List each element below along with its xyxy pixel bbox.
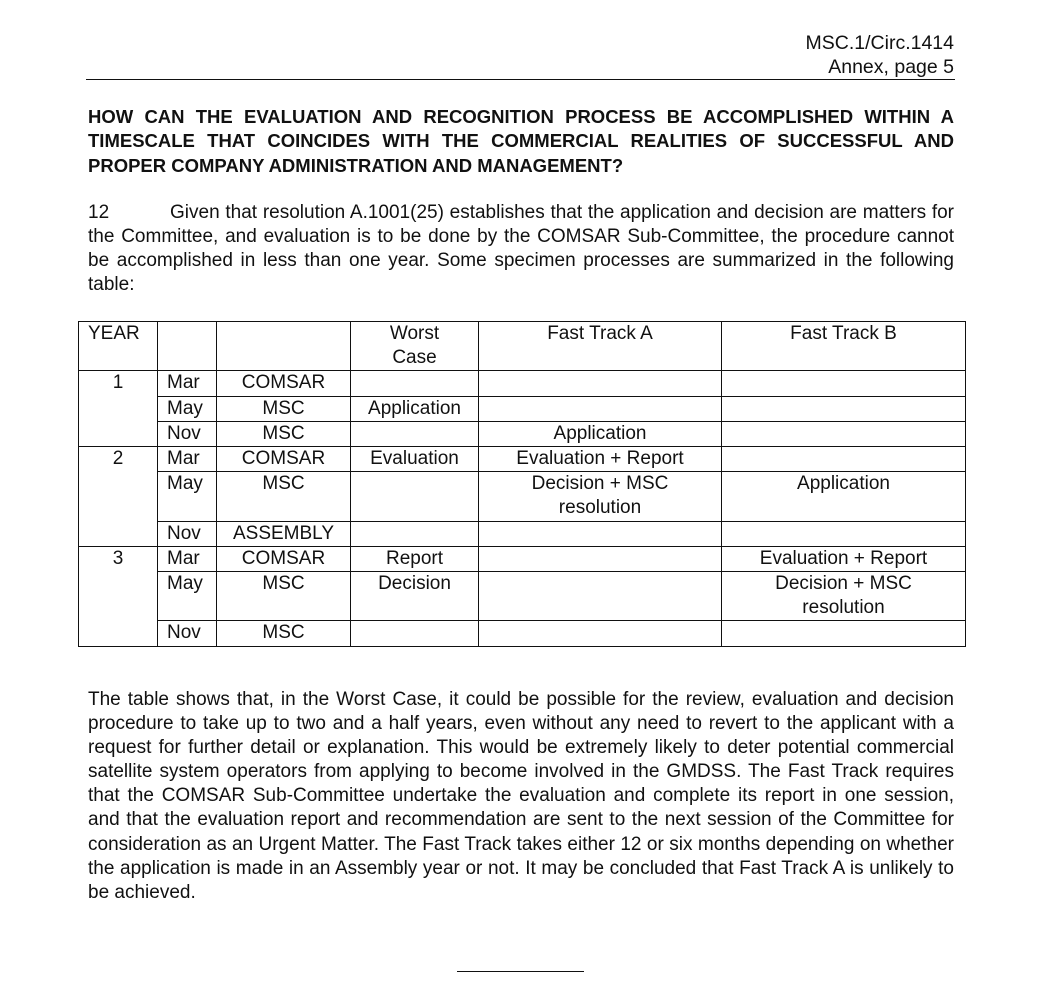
table-row [79, 447, 966, 472]
fast-track-b-cell [722, 371, 966, 396]
worst-case-cell [351, 621, 479, 646]
header-worst-case-line2: Case [392, 347, 437, 369]
year-cell [79, 572, 158, 621]
table-row [79, 621, 966, 646]
fast-track-b-cell [722, 421, 966, 446]
end-of-document-rule [457, 971, 584, 972]
fast-track-a-cell [479, 521, 722, 546]
year-cell [79, 472, 158, 521]
year-cell [79, 621, 158, 646]
body-cell: MSC [217, 572, 351, 621]
month-cell: Nov [158, 421, 217, 446]
worst-case-cell: Report [351, 546, 479, 571]
paragraph-text: Given that resolution A.1001(25) establishes that the application and decision are matters for the Committee, and evaluation is to be done by the COMSAR Sub-Committee, the procedure cannot be accomplished in less than one year. Some specimen processes are summarized in the following table: [88, 202, 954, 296]
worst-case-cell [351, 421, 479, 446]
header-worst-case-line1: Worst [389, 323, 440, 344]
month-cell: Mar [158, 371, 217, 396]
body-cell: COMSAR [217, 447, 351, 472]
fast-track-a-cell: Evaluation + Report [479, 447, 722, 472]
fast-track-a-cell [479, 472, 722, 521]
table-row [79, 572, 966, 621]
document-reference [806, 31, 954, 79]
header-body [217, 322, 351, 371]
header-year: YEAR [79, 322, 158, 371]
worst-case-cell [351, 371, 479, 396]
year-cell [79, 421, 158, 446]
table-header-row [79, 322, 966, 371]
fast-track-b-cell: Application [722, 472, 966, 521]
table-row [79, 371, 966, 396]
fast-track-a-cell [479, 371, 722, 396]
month-cell: May [158, 472, 217, 521]
body-cell: MSC [217, 396, 351, 421]
header-rule [86, 79, 955, 80]
worst-case-cell [351, 521, 479, 546]
year-cell [79, 396, 158, 421]
fast-track-a-cell [479, 546, 722, 571]
closing-paragraph: The table shows that, in the Worst Case, it could be possible for the review, evaluation and decision procedure to take up to two and a half years, even without any need to revert to the applicant with a request for further detail or explanation. This would be extremely likely to deter potential commercial satellite system operators from applying to become involved in the GMDSS. The Fast Track requires that the COMSAR Sub-Committee undertake the evaluation and complete its report in one session, and that the evaluation report and recommendation are sent to the next session of the Committee for consideration as an Urgent Matter. The Fast Track takes either 12 or six months depending on whether the application is made in an Assembly year or not. It may be concluded that Fast Track A is unlikely to be achieved. [88, 689, 954, 903]
month-cell: Mar [158, 447, 217, 472]
table-row [79, 521, 966, 546]
annex-page-number: Annex, page 5 [828, 56, 954, 78]
circular-number: MSC.1/Circ.1414 [805, 32, 954, 54]
year-cell: 1 [79, 371, 158, 396]
header-fast-track-b: Fast Track B [722, 322, 966, 371]
schedule-table [78, 321, 966, 647]
header-fast-track-a: Fast Track A [479, 322, 722, 371]
fast-track-b-line1: Decision + MSC [775, 573, 912, 595]
fast-track-a-cell [479, 572, 722, 621]
fast-track-a-line1: Decision + MSC [531, 473, 669, 495]
body-cell: MSC [217, 421, 351, 446]
header-worst-case [351, 322, 479, 371]
body-cell: MSC [217, 621, 351, 646]
table-row [79, 472, 966, 521]
fast-track-a-line2: resolution [558, 497, 642, 519]
paragraph-12 [88, 201, 954, 297]
fast-track-b-line2: resolution [802, 597, 885, 619]
fast-track-a-cell [479, 396, 722, 421]
month-cell: May [158, 572, 217, 621]
month-cell: Nov [158, 521, 217, 546]
worst-case-cell: Decision [351, 572, 479, 621]
table-row [79, 421, 966, 446]
body-cell: MSC [217, 472, 351, 521]
year-cell: 3 [79, 546, 158, 571]
fast-track-b-cell: Evaluation + Report [722, 546, 966, 571]
fast-track-b-cell [722, 447, 966, 472]
fast-track-b-cell [722, 621, 966, 646]
schedule-table-wrapper [78, 321, 965, 647]
fast-track-b-cell [722, 521, 966, 546]
body-cell: ASSEMBLY [217, 521, 351, 546]
worst-case-cell: Application [351, 396, 479, 421]
fast-track-b-cell [722, 396, 966, 421]
header-month [158, 322, 217, 371]
year-cell: 2 [79, 447, 158, 472]
month-cell: Mar [158, 546, 217, 571]
month-cell: May [158, 396, 217, 421]
paragraph-number: 12 [88, 202, 110, 223]
table-row [79, 546, 966, 571]
body-cell: COMSAR [217, 546, 351, 571]
worst-case-cell: Evaluation [351, 447, 479, 472]
fast-track-a-cell: Application [479, 421, 722, 446]
table-row [79, 396, 966, 421]
year-cell [79, 521, 158, 546]
fast-track-a-cell [479, 621, 722, 646]
section-heading: HOW CAN THE EVALUATION AND RECOGNITION PROCESS BE ACCOMPLISHED WITHIN A TIMESCALE THAT COINCIDES WITH THE COMMERCIAL REALITIES OF SUCCESSFUL AND PROPER COMPANY ADMINISTRATION AND MANAGEMENT? [88, 106, 954, 176]
body-cell: COMSAR [217, 371, 351, 396]
worst-case-cell [351, 472, 479, 521]
month-cell: Nov [158, 621, 217, 646]
fast-track-b-cell [722, 572, 966, 621]
